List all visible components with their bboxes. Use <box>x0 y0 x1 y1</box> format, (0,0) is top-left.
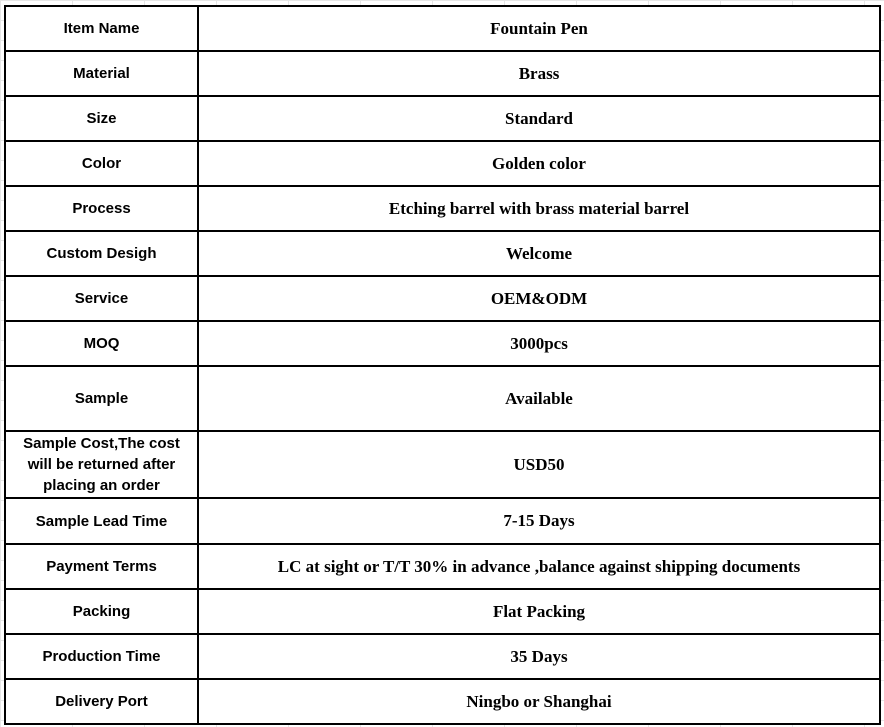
table-row <box>5 498 880 544</box>
row-label: Custom Desigh <box>5 231 198 276</box>
row-label: MOQ <box>5 321 198 366</box>
row-value: 35 Days <box>198 634 880 679</box>
row-label: Size <box>5 96 198 141</box>
row-label: Packing <box>5 589 198 634</box>
table-row <box>5 276 880 321</box>
row-label: Sample Lead Time <box>5 498 198 544</box>
table-row <box>5 634 880 679</box>
table-row <box>5 6 880 51</box>
row-value: Etching barrel with brass material barrel <box>198 186 880 231</box>
row-value: LC at sight or T/T 30% in advance ,balance against shipping documents <box>198 544 880 589</box>
row-value: Fountain Pen <box>198 6 880 51</box>
table-row <box>5 141 880 186</box>
row-label: Material <box>5 51 198 96</box>
row-value: 3000pcs <box>198 321 880 366</box>
table-row <box>5 186 880 231</box>
row-label: Color <box>5 141 198 186</box>
row-label: Delivery Port <box>5 679 198 724</box>
row-label: Process <box>5 186 198 231</box>
table-row <box>5 589 880 634</box>
table-row <box>5 544 880 589</box>
row-value: Golden color <box>198 141 880 186</box>
product-spec-table <box>4 5 881 725</box>
table-row <box>5 96 880 141</box>
row-value: Available <box>198 366 880 431</box>
row-value: OEM&ODM <box>198 276 880 321</box>
row-value: 7-15 Days <box>198 498 880 544</box>
row-value: Ningbo or Shanghai <box>198 679 880 724</box>
row-label: Sample Cost,The cost will be returned after placing an order <box>5 431 198 498</box>
table-row <box>5 51 880 96</box>
row-label: Payment Terms <box>5 544 198 589</box>
table-row <box>5 679 880 724</box>
row-value: Flat Packing <box>198 589 880 634</box>
table-row <box>5 366 880 431</box>
row-value: USD50 <box>198 431 880 498</box>
row-label: Sample <box>5 366 198 431</box>
table-row <box>5 321 880 366</box>
row-label: Production Time <box>5 634 198 679</box>
table-row <box>5 431 880 498</box>
row-label: Item Name <box>5 6 198 51</box>
row-label: Service <box>5 276 198 321</box>
table-row <box>5 231 880 276</box>
row-value: Brass <box>198 51 880 96</box>
row-value: Standard <box>198 96 880 141</box>
row-value: Welcome <box>198 231 880 276</box>
